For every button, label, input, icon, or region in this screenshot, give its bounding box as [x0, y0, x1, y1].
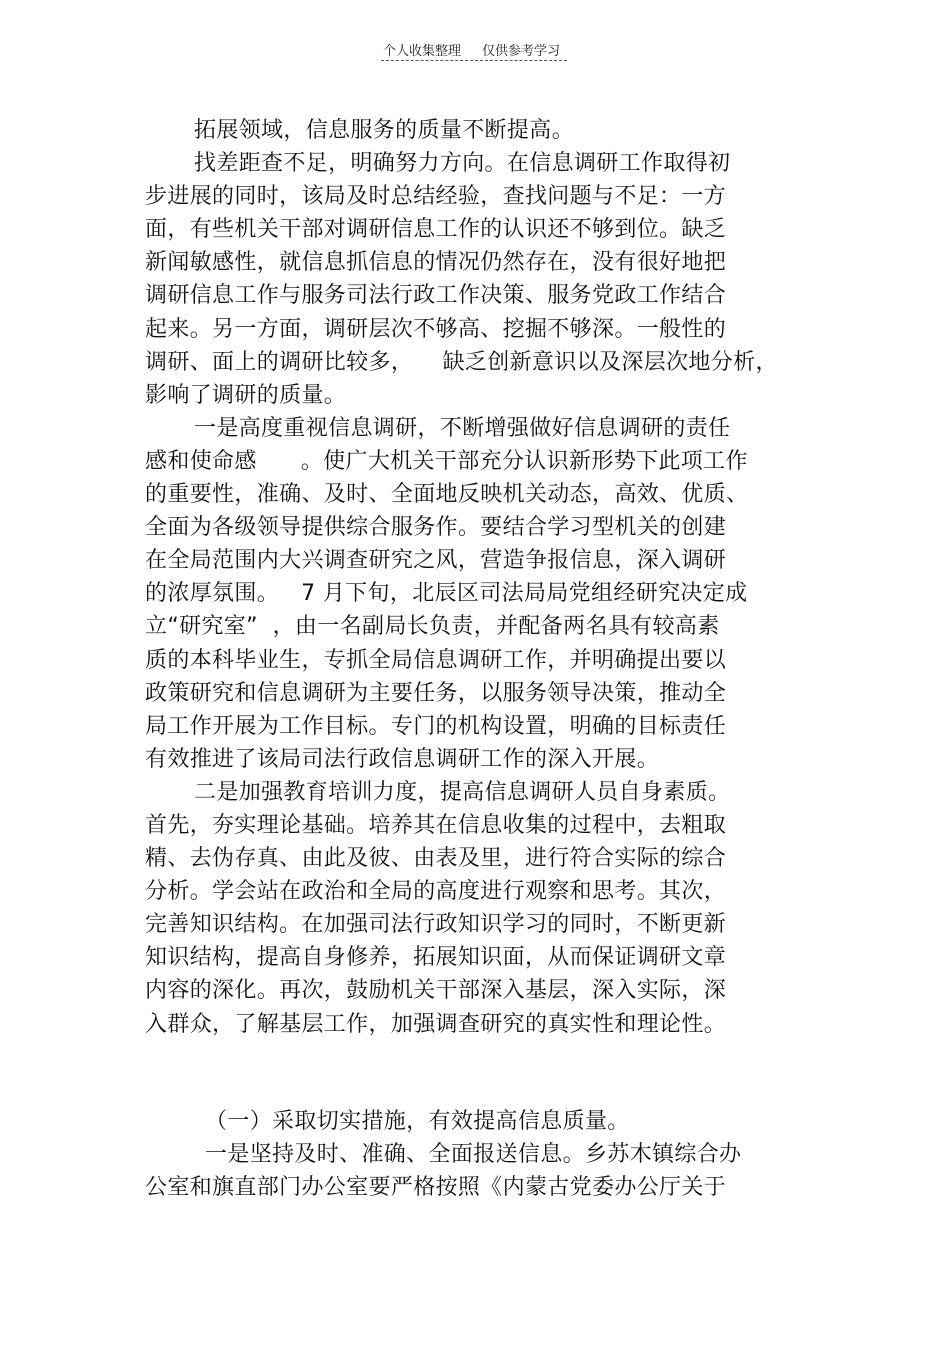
document-body [145, 114, 785, 1204]
text-line: 新闻敏感性，就信息抓信息的情况仍然存在，没有很好地把 [145, 250, 727, 276]
section-heading: （一）采取切实措施，有效提高信息质量。 [205, 1108, 630, 1134]
text-line: 在全局范围内大兴调查研究之风，营造争报信息，深入调研 [145, 548, 727, 574]
text-line: 感和使命感 。使广大机关干部充分认识新形势下此项工作 [145, 448, 748, 474]
paragraph-gap [145, 1041, 785, 1105]
text-line: 完善知识结构。在加强司法行政知识学习的同时，不断更新 [145, 912, 727, 938]
text-line: 一是高度重视信息调研，不断增强做好信息调研的责任 [194, 415, 731, 441]
text-line: 一是坚持及时、准确、全面报送信息。乡苏木镇综合办 [205, 1141, 742, 1167]
text-line: 影响了调研的质量。 [145, 382, 347, 408]
text-line: 起来。另一方面，调研层次不够高、挖掘不够深。一般性的 [145, 316, 727, 342]
text-line: 分析。学会站在政治和全局的高度进行观察和思考。其次， [145, 879, 727, 905]
text-line: 政策研究和信息调研为主要任务，以服务领导决策，推动全 [145, 680, 727, 706]
page-header [381, 40, 567, 61]
text-line: 步进展的同时，该局及时总结经验，查找问题与不足：一方 [145, 184, 727, 210]
text-line: 找差距查不足，明确努力方向。在信息调研工作取得初 [194, 151, 731, 177]
text-line: 首先，夯实理论基础。培养其在信息收集的过程中，去粗取 [145, 812, 727, 838]
text-line: 入群众，了解基层工作，加强调查研究的真实性和理论性。 [145, 1011, 727, 1037]
text-line: 全面为各级领导提供综合服务作。要结合学习型机关的创建 [145, 515, 727, 541]
text-line: 的浓厚氛围。 7 月下旬，北辰区司法局局党组经研究决定成 [145, 581, 748, 607]
text-line: 局工作开展为工作目标。专门的机构设置，明确的目标责任 [145, 713, 727, 739]
text-line: 知识结构，提高自身修养，拓展知识面，从而保证调研文章 [145, 945, 727, 971]
text-line: 面，有些机关干部对调研信息工作的认识还不够到位。缺乏 [145, 217, 727, 243]
text-line: 的重要性，准确、及时、全面地反映机关动态，高效、优质、 [145, 482, 749, 508]
text-line: 质的本科毕业生，专抓全局信息调研工作，并明确提出要以 [145, 647, 727, 673]
text-line: 公室和旗直部门办公室要严格按照《内蒙古党委办公厅关于 [145, 1174, 727, 1200]
text-line: 立“研究室” ，由一名副局长负责，并配备两名具有较高素 [145, 614, 720, 640]
header-right-text: 仅供参考学习 [482, 44, 561, 59]
text-line: 二是加强教育培训力度，提高信息调研人员自身素质。 [194, 779, 731, 805]
text-line: 调研、面上的调研比较多， 缺乏创新意识以及深层次地分析， [145, 349, 778, 375]
text-line: 调研信息工作与服务司法行政工作决策、服务党政工作结合 [145, 283, 727, 309]
text-line: 拓展领域，信息服务的质量不断提高。 [194, 118, 574, 143]
text-line: 精、去伪存真、由此及彼、由表及里，进行符合实际的综合 [145, 846, 727, 872]
text-line: 内容的深化。再次，鼓励机关干部深入基层，深入实际，深 [145, 978, 727, 1004]
text-line: 有效推进了该局司法行政信息调研工作的深入开展。 [145, 746, 660, 772]
header-left-text: 个人收集整理 [383, 44, 462, 59]
